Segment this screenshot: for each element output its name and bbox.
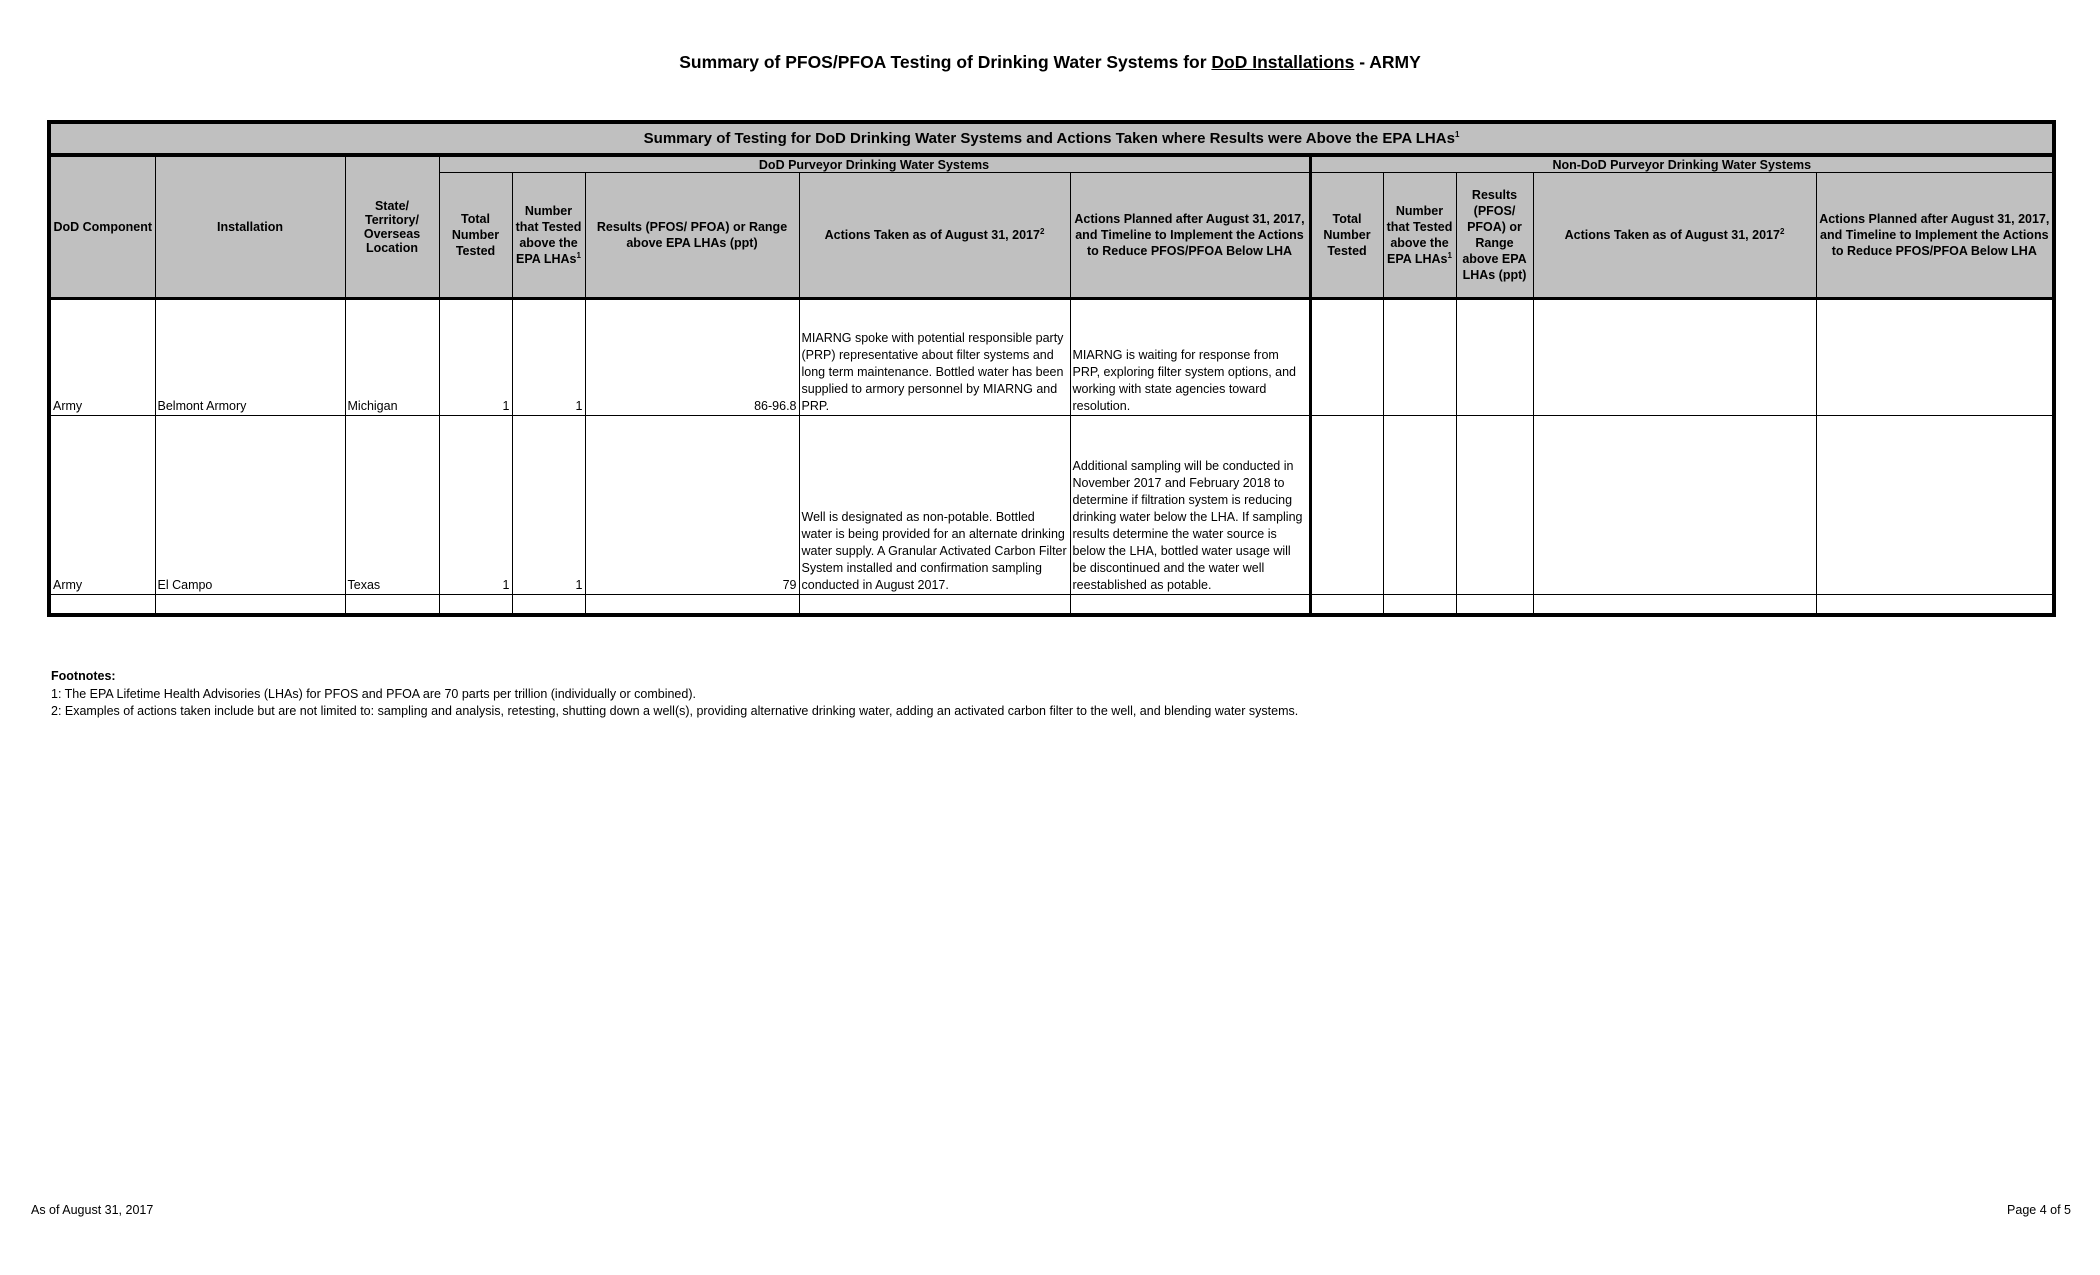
cell-location: Michigan xyxy=(345,299,439,416)
group-non-dod-purveyor: Non-DoD Purveyor Drinking Water Systems xyxy=(1310,155,2054,173)
header-results: Results (PFOS/ PFOA) or Range above EPA LHAs (ppt) xyxy=(585,173,799,299)
header-actions-planned: Actions Planned after August 31, 2017, and Timeline to Implement the Actions to Reduce PFOS/PFOA Below LHA xyxy=(1070,173,1310,299)
empty-cell xyxy=(585,595,799,616)
table-title-text: Summary of Testing for DoD Drinking Water Systems and Actions Taken where Results were Above the EPA LHAs xyxy=(643,129,1455,147)
footer-page-number: Page 4 of 5 xyxy=(2007,1203,2071,1217)
header-nd-total-tested: Total Number Tested xyxy=(1310,173,1383,299)
empty-cell xyxy=(345,595,439,616)
header-actions-taken-sup: 2 xyxy=(1039,226,1045,236)
cell-nd-actions-taken xyxy=(1533,416,1816,595)
table-title xyxy=(49,122,2054,155)
header-total-tested: Total Number Tested xyxy=(439,173,512,299)
header-actions-taken-text: Actions Taken as of August 31, 2017 xyxy=(824,228,1040,242)
cell-installation: Belmont Armory xyxy=(155,299,345,416)
cell-total-tested: 1 xyxy=(439,416,512,595)
cell-nd-total-tested xyxy=(1310,299,1383,416)
cell-actions-planned: MIARNG is waiting for response from PRP, exploring filter system options, and working with state agencies toward resolution. xyxy=(1070,299,1310,416)
cell-nd-results xyxy=(1456,299,1533,416)
footnote-1: 1: The EPA Lifetime Health Advisories (LHAs) for PFOS and PFOA are 70 parts per trillion (individually or combined). xyxy=(51,686,696,701)
table-row-empty xyxy=(49,595,2054,616)
cell-results: 86-96.8 xyxy=(585,299,799,416)
header-nd-results: Results (PFOS/ PFOA) or Range above EPA LHAs (ppt) xyxy=(1456,173,1533,299)
table-row xyxy=(49,416,2054,595)
empty-cell xyxy=(1310,595,1383,616)
empty-cell xyxy=(439,595,512,616)
page-title xyxy=(0,52,2100,73)
cell-nd-number-above xyxy=(1383,416,1456,595)
cell-results: 79 xyxy=(585,416,799,595)
empty-cell xyxy=(799,595,1070,616)
header-nd-actions-planned: Actions Planned after August 31, 2017, and Timeline to Implement the Actions to Reduce PFOS/PFOA Below LHA xyxy=(1816,173,2054,299)
summary-table xyxy=(47,120,2056,617)
title-suffix: - ARMY xyxy=(1354,52,1421,72)
cell-nd-number-above xyxy=(1383,299,1456,416)
empty-cell xyxy=(1816,595,2054,616)
title-underlined: DoD Installations xyxy=(1211,52,1355,72)
header-nd-number-above xyxy=(1383,173,1456,299)
cell-nd-total-tested xyxy=(1310,416,1383,595)
cell-actions-taken: Well is designated as non-potable. Bottled water is being provided for an alternate drinking water supply. A Granular Activated Carbon Filter System installed and confirmation sampling conducted in August 2017. xyxy=(799,416,1070,595)
table-title-sup: 1 xyxy=(1454,129,1460,139)
cell-nd-actions-planned xyxy=(1816,416,2054,595)
header-installation: Installation xyxy=(155,155,345,299)
group-dod-purveyor: DoD Purveyor Drinking Water Systems xyxy=(439,155,1310,173)
cell-actions-taken: MIARNG spoke with potential responsible party (PRP) representative about filter systems and long term maintenance. Bottled water has been supplied to armory personnel by MIARNG and PRP. xyxy=(799,299,1070,416)
cell-number-above: 1 xyxy=(512,299,585,416)
empty-cell xyxy=(1456,595,1533,616)
header-number-above-sup: 1 xyxy=(576,250,581,260)
header-actions-taken xyxy=(799,173,1070,299)
cell-nd-actions-taken xyxy=(1533,299,1816,416)
cell-nd-actions-planned xyxy=(1816,299,2054,416)
empty-cell xyxy=(49,595,155,616)
header-nd-number-above-sup: 1 xyxy=(1447,250,1452,260)
title-prefix: Summary of PFOS/PFOA Testing of Drinking Water Systems for xyxy=(679,52,1212,72)
table-row xyxy=(49,299,2054,416)
header-nd-number-above-text: Number that Tested above the EPA LHAs xyxy=(1386,204,1453,266)
empty-cell xyxy=(1070,595,1310,616)
cell-actions-planned: Additional sampling will be conducted in November 2017 and February 2018 to determine if filtration system is reducing drinking water below the LHA. If sampling results determine the water source is below the LHA, bottled water usage will be discontinued and the water well reestablished as potable. xyxy=(1070,416,1310,595)
empty-cell xyxy=(1383,595,1456,616)
header-nd-actions-taken-text: Actions Taken as of August 31, 2017 xyxy=(1564,228,1780,242)
header-component: DoD Component xyxy=(49,155,155,299)
footer-date: As of August 31, 2017 xyxy=(31,1203,154,1217)
cell-component: Army xyxy=(49,416,155,595)
cell-component: Army xyxy=(49,299,155,416)
cell-location: Texas xyxy=(345,416,439,595)
header-nd-actions-taken-sup: 2 xyxy=(1779,226,1785,236)
cell-total-tested: 1 xyxy=(439,299,512,416)
header-location: State/ Territory/ Overseas Location xyxy=(345,155,439,299)
empty-cell xyxy=(512,595,585,616)
header-number-above-text: Number that Tested above the EPA LHAs xyxy=(515,204,582,266)
cell-installation: El Campo xyxy=(155,416,345,595)
empty-cell xyxy=(1533,595,1816,616)
cell-nd-results xyxy=(1456,416,1533,595)
empty-cell xyxy=(155,595,345,616)
footnotes xyxy=(51,668,1298,721)
header-nd-actions-taken xyxy=(1533,173,1816,299)
header-number-above xyxy=(512,173,585,299)
cell-number-above: 1 xyxy=(512,416,585,595)
footnote-2: 2: Examples of actions taken include but are not limited to: sampling and analysis, retesting, shutting down a well(s), providing alternative drinking water, adding an activated carbon filter to the well, and blending water systems. xyxy=(51,704,1299,718)
footnotes-heading: Footnotes: xyxy=(51,669,116,683)
